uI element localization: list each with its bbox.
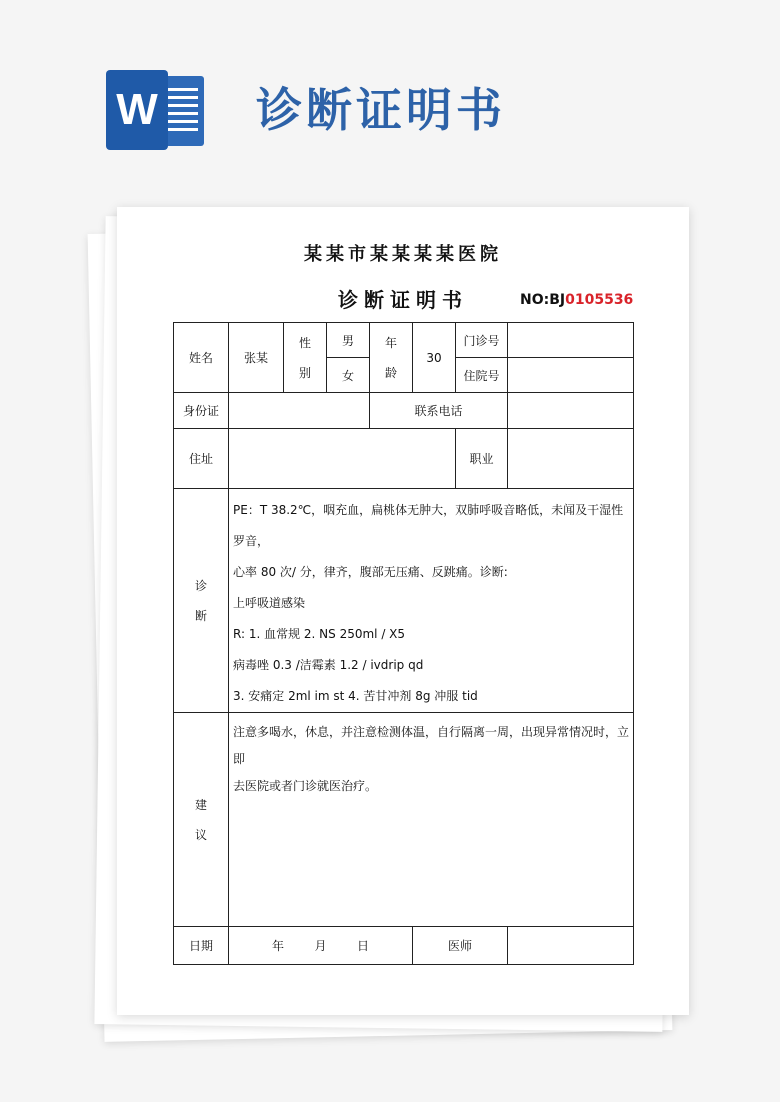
diagnosis-content[interactable] [229,489,634,713]
id-field[interactable] [229,393,370,429]
hospital-name: 某某市某某某某医院 [304,244,502,265]
age-label: 年 龄 [370,323,413,393]
diagnosis-line: 病毒唑 0.3 /洁霉素 1.2 / ivdrip qd [233,658,424,672]
diagnosis-line: 上呼吸道感染 [233,596,306,610]
address-label: 住址 [174,429,229,489]
gender-female[interactable]: 女 [327,358,370,393]
advice-label: 建 议 [174,713,229,927]
certificate-form [173,322,634,965]
advice-line: 去医院或者门诊就医治疗。 [233,779,378,793]
advice-line: 注意多喝水，休息，并注意检测体温，自行隔离一周，出现异常情况时，立即 [233,725,630,766]
word-logo-icon [106,70,206,150]
doctor-field[interactable] [508,927,634,965]
outpatient-field[interactable] [508,323,634,358]
phone-label: 联系电话 [370,393,508,429]
banner-title: 诊断证明书 [256,83,506,137]
diagnosis-label: 诊 断 [174,489,229,713]
document-title: 诊断证明书 [338,288,468,312]
gender-male[interactable]: 男 [327,323,370,358]
name-label: 姓名 [174,323,229,393]
address-field[interactable] [229,429,456,489]
inpatient-field[interactable] [508,358,634,393]
phone-field[interactable] [508,393,634,429]
advice-content[interactable] [229,713,634,927]
document-number-value: 0105536 [565,292,634,308]
gender-label: 性 别 [284,323,327,393]
age-value[interactable]: 30 [413,323,456,393]
name-value[interactable]: 张某 [229,323,284,393]
inpatient-label: 住院号 [456,358,508,393]
id-label: 身份证 [174,393,229,429]
date-field[interactable]: 年 月 日 [229,927,413,965]
doctor-label: 医师 [413,927,508,965]
word-logo-letter: W [106,70,168,150]
banner [0,0,780,200]
diagnosis-line: 心率 80 次/ 分，律齐，腹部无压痛、反跳痛。诊断: [233,565,508,579]
outpatient-label: 门诊号 [456,323,508,358]
job-label: 职业 [456,429,508,489]
job-field[interactable] [508,429,634,489]
date-label: 日期 [174,927,229,965]
diagnosis-line: R: 1. 血常规 2. NS 250ml / X5 [233,627,406,641]
diagnosis-line: PE：T 38.2℃，咽充血，扁桃体无肿大，双肺呼吸音略低，未闻及干湿性罗音， [233,503,624,548]
document-number: NO:BJ0105536 [520,292,634,308]
diagnosis-line: 3. 安痛定 2ml im st 4. 苦甘冲剂 8g 冲服 tid [233,689,478,703]
